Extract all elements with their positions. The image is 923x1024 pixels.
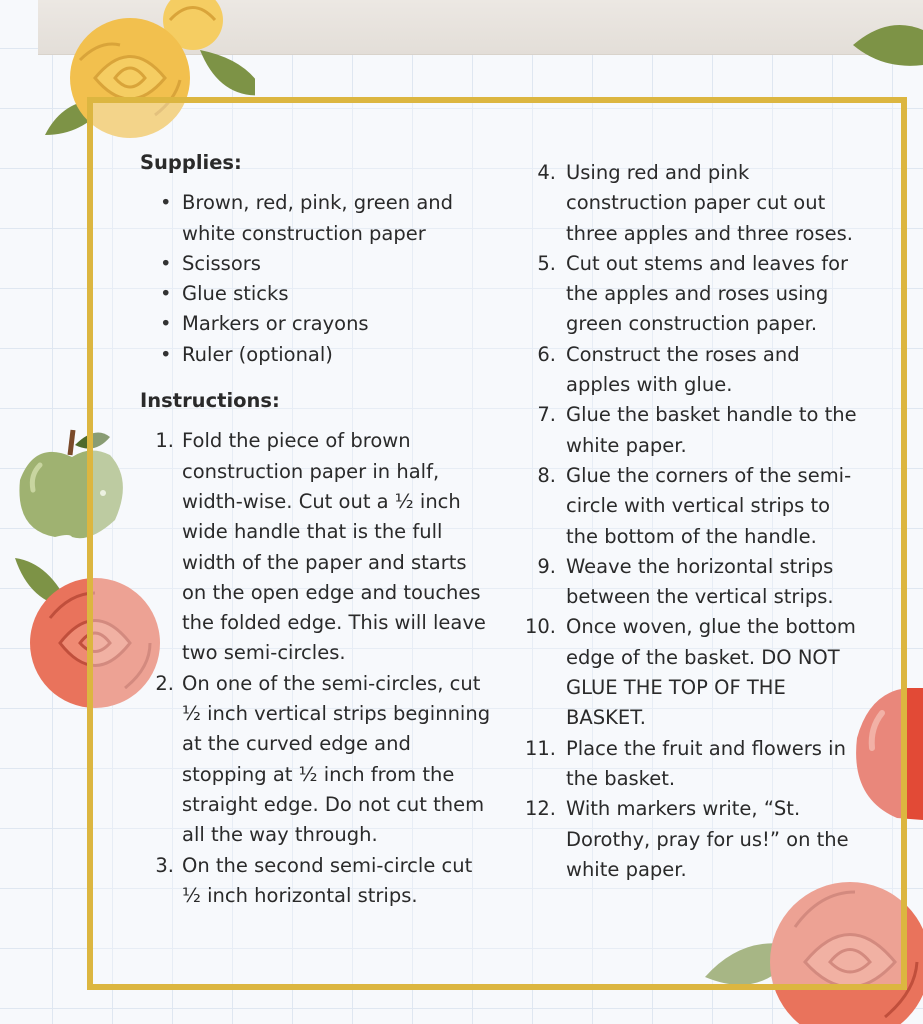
step-text: Weave the horizontal strips between the vertical strips. bbox=[566, 554, 834, 609]
step-number: 10. bbox=[524, 615, 556, 639]
list-item bbox=[140, 669, 495, 851]
step-text: Place the fruit and flowers in the basket. bbox=[566, 736, 846, 790]
list-item bbox=[520, 249, 865, 340]
instructions-list-continued bbox=[520, 158, 865, 885]
list-item: • Markers or crayons bbox=[140, 309, 495, 339]
step-text: Glue the corners of the semi-circle with vertical strips to the bottom of the handle. bbox=[566, 463, 852, 548]
step-number: 2. bbox=[155, 671, 174, 695]
step-number: 5. bbox=[537, 251, 556, 275]
instructions-list bbox=[140, 426, 495, 911]
step-number: 4. bbox=[537, 161, 556, 184]
step-number: 3. bbox=[155, 853, 174, 877]
list-item: • Brown, red, pink, green and white construction paper bbox=[140, 188, 495, 249]
step-text: Construct the roses and apples with glue. bbox=[566, 342, 800, 397]
list-item bbox=[520, 734, 865, 795]
list-item: • Ruler (optional) bbox=[140, 340, 495, 370]
list-item bbox=[520, 340, 865, 401]
step-number: 9. bbox=[537, 554, 556, 578]
step-text: Once woven, glue the bottom edge of the basket. DO NOT GLUE THE TOP OF THE BASKET. bbox=[566, 615, 856, 730]
step-text: Fold the piece of brown construction paper in half, width-wise. Cut out a ½ inch wide handle that is the full width of the paper and starts on the open edge and touches the folded edge. This will leave two semi-circles. bbox=[182, 429, 486, 665]
list-item: • Scissors bbox=[140, 249, 495, 279]
supplies-list bbox=[140, 188, 495, 370]
list-item bbox=[520, 794, 865, 885]
step-text: On one of the semi-circles, cut ½ inch vertical strips beginning at the curved edge and stopping at ½ inch from the straight edge. Do not cut them all the way through. bbox=[182, 671, 491, 847]
step-number: 8. bbox=[537, 463, 556, 487]
step-number: 1. bbox=[155, 429, 174, 453]
step-text: Cut out stems and leaves for the apples and roses using green construction paper. bbox=[566, 251, 849, 336]
step-text: On the second semi-circle cut ½ inch horizontal strips. bbox=[182, 853, 473, 907]
step-number: 7. bbox=[537, 403, 556, 427]
list-item: • Glue sticks bbox=[140, 279, 495, 309]
right-column bbox=[520, 148, 865, 885]
list-item bbox=[520, 400, 865, 461]
supplies-heading: Supplies: bbox=[140, 151, 242, 174]
step-number: 12. bbox=[524, 797, 556, 821]
step-text: With markers write, “St. Dorothy, pray for us!” on the white paper. bbox=[566, 797, 849, 881]
step-number: 11. bbox=[524, 736, 556, 760]
list-item bbox=[520, 612, 865, 733]
list-item bbox=[140, 851, 495, 912]
step-text: Glue the basket handle to the white paper. bbox=[566, 403, 857, 457]
left-column bbox=[140, 148, 495, 911]
instructions-heading: Instructions: bbox=[140, 389, 280, 413]
leaf-icon bbox=[848, 10, 923, 70]
list-item bbox=[520, 461, 865, 552]
list-item bbox=[140, 426, 495, 668]
list-item bbox=[520, 158, 865, 249]
step-text: Using red and pink construction paper cut out three apples and three roses. bbox=[566, 161, 853, 245]
list-item bbox=[520, 552, 865, 613]
step-number: 6. bbox=[537, 342, 556, 366]
